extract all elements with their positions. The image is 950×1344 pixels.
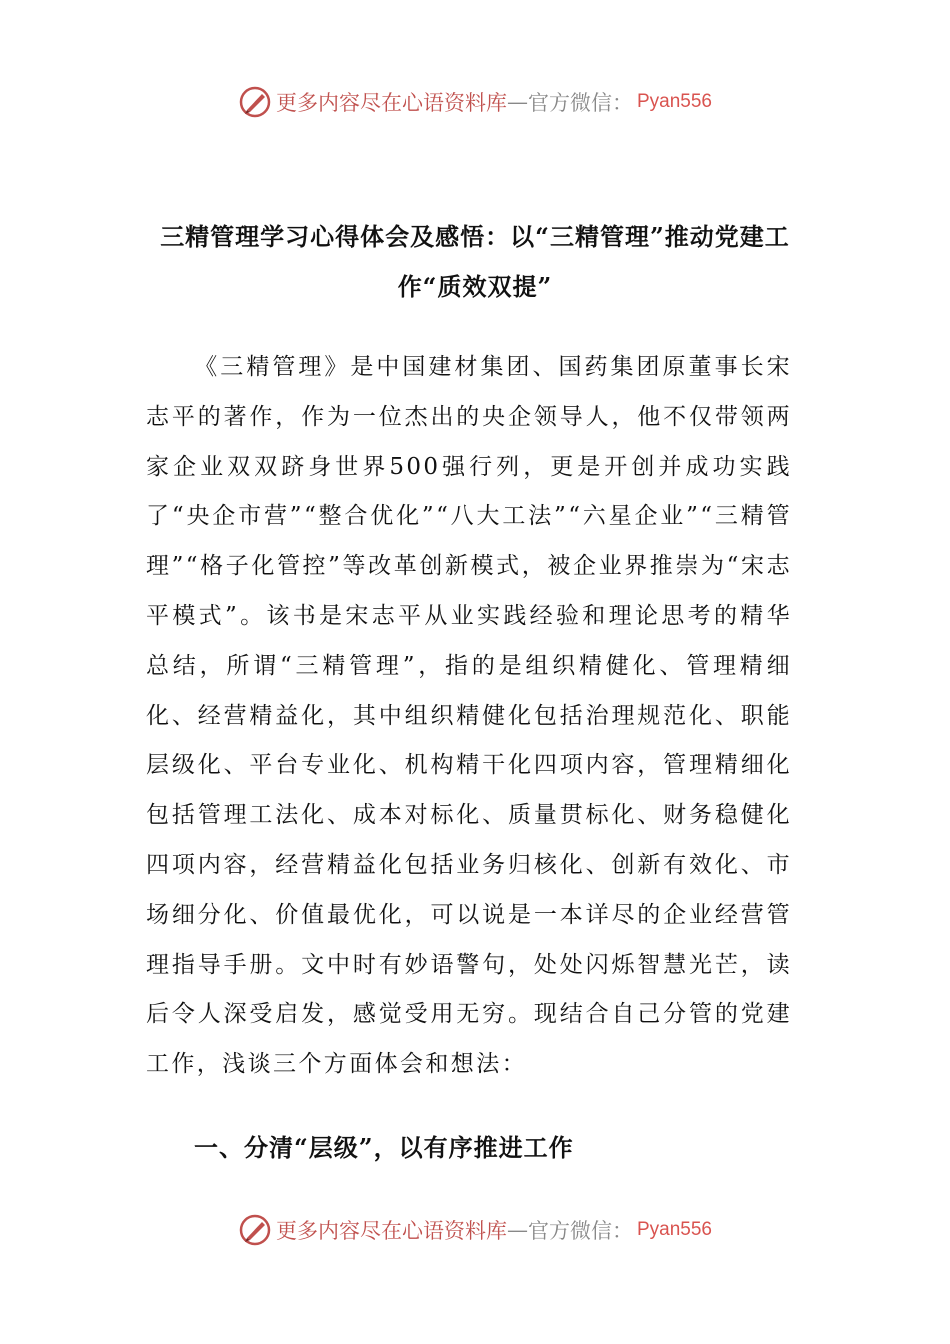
intro-paragraph: 《三精管理》是中国建材集团、国药集团原董事长宋志平的著作，作为一位杰出的央企领导人，他不仅带领两家企业双双跻身世界500强行列，更是开创并成功实践了“央企市营”“整合优化”“八大工法”“六星企业”“三精管理”“格子化管控”等改革创新模式，被企业界推崇为“宋志平模式”。该书是宋志平从业实践经验和理论思考的精华总结，所谓“三精管理”，指的是组织精健化、管理精细化、经营精益化，其中组织精健化包括治理规范化、职能层级化、平台专业化、机构精干化四项内容，管理精细化包括管理工法化、成本对标化、质量贯标化、财务稳健化四项内容，经营精益化包括业务归核化、创新有效化、市场细分化、价值最优化，可以说是一本详尽的企业经营管理指导手册。文中时有妙语警句，处处闪烁智慧光芒，读后令人深受启发，感觉受用无穷。现结合自己分管的党建工作，浅谈三个方面体会和想法： [146,354,792,1078]
watermark-banner-bottom [0,1210,950,1250]
banner-wechat-label: 官方微信： [527,91,633,115]
document-body [146,343,792,1090]
watermark-banner-top [0,82,950,122]
banner-wechat-label: 官方微信： [527,1219,633,1243]
banner-wechat-id: Pyan556 [636,1219,712,1240]
banner-dash: — [506,1218,528,1242]
banner-promo-text: 更多内容尽在心语资料库 [275,91,507,115]
banner-promo-text: 更多内容尽在心语资料库 [275,1219,507,1243]
pen-logo-icon [238,85,272,119]
document-title: 三精管理学习心得体会及感悟：以“三精管理”推动党建工作“质效双提” [160,222,790,301]
section-heading: 一、分清“层级”，以有序推进工作 [194,1133,574,1162]
banner-wechat-id: Pyan556 [636,91,712,112]
banner-dash: — [506,90,528,114]
pen-logo-icon [238,1213,272,1247]
